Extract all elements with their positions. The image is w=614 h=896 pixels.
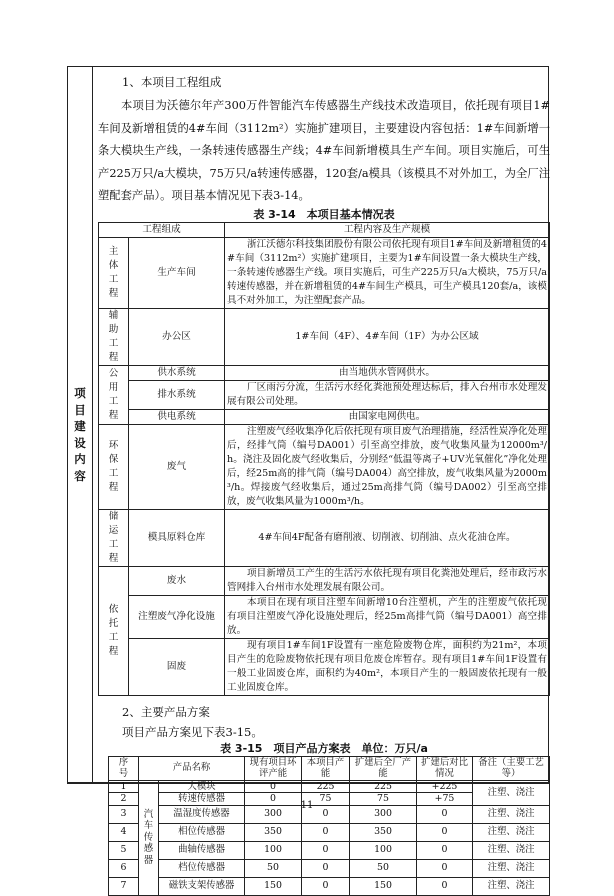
table2-wrapper [108,756,548,896]
name-cell: 磁铁支架传感器 [159,877,245,895]
name-cell: 曲轴传感器 [159,841,245,859]
total-cell: 100 [350,841,417,859]
header-cell: 本项目产能 [302,756,350,780]
content-cell: 由国家电网供电。 [225,409,550,424]
project-cell: 0 [302,859,350,877]
item-cell: 固废 [129,638,225,695]
table-row [99,509,550,566]
item-cell: 废气 [129,424,225,509]
content-cell: 1#车间（4F）、4#车间（1F）为办公区域 [225,308,550,365]
table-row [99,424,550,509]
project-cell: 0 [302,823,350,841]
change-cell: 0 [417,841,473,859]
table2-caption: 表 3-15 项目产品方案表 单位：万只/a [220,741,428,755]
note-cell: 注塑、浇注 [473,805,550,823]
total-cell: 225 [350,780,417,793]
name-cell: 转速传感器 [159,793,245,806]
table-header-row [109,756,550,780]
item-cell: 办公区 [129,308,225,365]
main-content [94,67,550,892]
item-cell: 生产车间 [129,237,225,308]
item-cell: 模具原料仓库 [129,509,225,566]
table-row [99,409,550,424]
section1-paragraph: 本项目为沃德尔年产300万件智能汽车传感器生产线技术改造项目，依托现有项目1#车间及新增租赁的4#车间（3112m²）实施扩建项目，主要建设内容包括：1#车间新增一条大模块生产线，一条转速传感器生产线；4#车间新增模具生产车间。项目实施后，可生产225万只/a大模块，75万只/a转速传感器，120套/a模具（该模具不对外加工，为全厂注塑配套产品）。项目基本情况见下表3-14。 [98,99,550,202]
item-cell: 排水系统 [129,380,225,409]
page-number: 11 [300,800,314,811]
project-cell: 0 [302,841,350,859]
note-cell: 注塑、浇注 [473,780,550,805]
no-cell: 7 [109,877,139,895]
section2-heading: 2、主要产品方案 [122,704,210,719]
name-cell: 温湿度传感器 [159,805,245,823]
section1-heading: 1、本项目工程组成 [122,75,222,89]
header-cell: 工程内容及生产规模 [225,222,550,237]
table-row [99,566,550,595]
name-cell: 相位传感器 [159,823,245,841]
header-cell: 扩建后对比情况 [417,756,473,780]
total-cell: 150 [350,877,417,895]
no-cell: 6 [109,859,139,877]
table-row [109,780,550,793]
project-cell: 75 [302,793,350,806]
content-cell: 注塑废气经收集净化后依托现有项目废气治理措施，经活性炭净化处理后，经排气筒（编号DA001）引至高空排放，废气收集风量为12000m³/h。浇注及固化废气经收集后，分别经“低温等离子+UV光氧催化”净化处理后，经25m高的排气筒（编号DA004）高空排放，废气收集风量为2000m³/h。焊接废气经收集后，通过25m高排气筒（编号DA002）引至高空排放，废气收集风量为1000m³/h。 [225,424,550,509]
content-cell: 项目新增员工产生的生活污水依托现有项目化粪池处理后，经市政污水管网排入台州市水处理发展有限公司。 [225,566,550,595]
total-cell: 350 [350,823,417,841]
item-cell: 供水系统 [129,365,225,380]
group-cell: 主体工程 [99,237,129,308]
content-cell: 4#车间4F配备有磨削液、切削液、切削油、点火花油仓库。 [225,509,550,566]
table-row [109,877,550,895]
group-cell: 依托工程 [99,566,129,695]
table-row [109,841,550,859]
existing-cell: 100 [245,841,302,859]
table-3-15 [108,756,550,896]
project-cell: 0 [302,877,350,895]
group-cell: 储运工程 [99,509,129,566]
total-cell: 75 [350,793,417,806]
table-row [99,638,550,695]
content-cell: 本项目在现有项目注塑车间新增10台注塑机，产生的注塑废气依托现有项目注塑废气净化设施处理后，经25m高排气筒（编号DA001）高空排放。 [225,595,550,638]
total-cell: 300 [350,805,417,823]
change-cell: 0 [417,823,473,841]
item-cell: 注塑废气净化设施 [129,595,225,638]
header-cell: 备注（主要工艺等） [473,756,550,780]
header-cell: 扩建后全厂产能 [350,756,417,780]
no-cell: 2 [109,793,139,806]
header-cell: 序号 [109,756,139,780]
content-cell: 现有项目1#车间1F设置有一座危险废物仓库，面积约为21m²，本项目产生的危险废物依托现有项目危废仓库暂存。现有项目1#车间1F设置有一般工业固废仓库，面积约为40m²，本项目产生的一般固废依托现有一般工业固废仓库。 [225,638,550,695]
note-cell: 注塑、浇注 [473,877,550,895]
project-cell: 225 [302,780,350,793]
name-cell: 大模块 [159,780,245,793]
group-cell: 环保工程 [99,424,129,509]
change-cell: 0 [417,859,473,877]
note-cell: 注塑、浇注 [473,841,550,859]
item-cell: 废水 [129,566,225,595]
project-cell: 0 [302,805,350,823]
existing-cell: 150 [245,877,302,895]
change-cell: +75 [417,793,473,806]
existing-cell: 0 [245,793,302,806]
side-label: 项目建设内容 [74,386,86,483]
no-cell: 1 [109,780,139,793]
table-row [109,823,550,841]
table1-caption: 表 3-14 本项目基本情况表 [253,207,395,221]
table-row [99,595,550,638]
existing-cell: 0 [245,780,302,793]
change-cell: 0 [417,805,473,823]
content-cell: 厂区雨污分流，生活污水经化粪池预处理达标后，排入台州市水处理发展有限公司处理。 [225,380,550,409]
name-cell: 档位传感器 [159,859,245,877]
note-cell: 注塑、浇注 [473,823,550,841]
side-column [68,67,93,782]
group-cell: 公用工程 [99,365,129,424]
content-frame [67,66,550,892]
table-row [99,380,550,409]
header-cell: 现有项目环评产能 [245,756,302,780]
item-cell: 供电系统 [129,409,225,424]
table-row [99,308,550,365]
group-cell: 辅助工程 [99,308,129,365]
note-cell: 注塑、浇注 [473,859,550,877]
existing-cell: 350 [245,823,302,841]
total-cell: 50 [350,859,417,877]
no-cell: 3 [109,805,139,823]
change-cell: +225 [417,780,473,793]
change-cell: 0 [417,877,473,895]
content-cell: 由当地供水管网供水。 [225,365,550,380]
header-cell: 工程组成 [99,222,225,237]
existing-cell: 300 [245,805,302,823]
table-3-14 [98,222,550,696]
table-row [99,237,550,308]
table-row [109,859,550,877]
header-cell: 产品名称 [139,756,245,780]
no-cell: 5 [109,841,139,859]
section2-paragraph: 项目产品方案见下表3-15。 [122,724,263,739]
content-cell: 浙江沃德尔科技集团股份有限公司依托现有项目1#车间及新增租赁的4#车间（3112m²）实施扩建项目，主要为1#车间设置一条大模块生产线，一条转速传感器生产线。项目实施后，可生产225万只/a大模块，75万只/a转速传感器，并在新增租赁的4#车间生产模具，可生产模具120套/a，该模具不对外加工，为注塑配套产品。 [225,237,550,308]
category-cell: 汽车传感器 [139,780,159,895]
no-cell: 4 [109,823,139,841]
table-row [99,365,550,380]
existing-cell: 50 [245,859,302,877]
table-header-row [99,222,550,237]
